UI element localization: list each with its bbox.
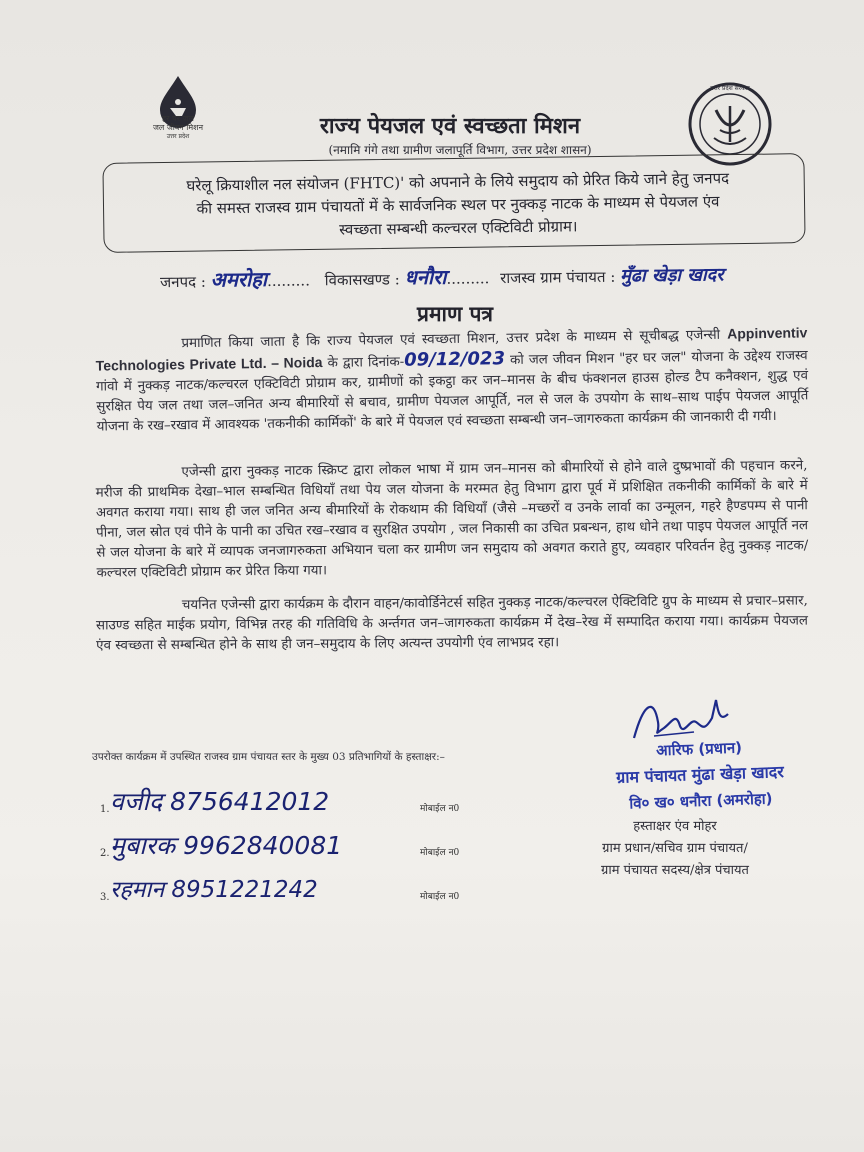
location-line: जनपद : अमरोहा......... विकासखण्ड : धनौरा......... राजस्व ग्राम पंचायत : मुँढा खेड़ा खादर (159, 264, 724, 292)
mobile-label: मोबाईल न0 (420, 804, 460, 814)
gram-panchayat-stamp (589, 732, 812, 818)
participant-number: 3. (100, 892, 110, 903)
panchayat-label: राजस्व ग्राम पंचायत : (500, 267, 616, 288)
program-date: 09/12/023 (404, 348, 506, 371)
mission-subtitle: (नमामि गंगे तथा ग्रामीण जलापूर्ति विभाग, उत्तर प्रदेश शासन) (328, 143, 592, 157)
program-title-line1: घरेलू क्रियाशील नल संयोजन (FHTC)' को अपनाने के लिये समुदाय को प्रेरित किये जाने हेतु जनपद (186, 169, 730, 195)
paragraph-1 (95, 322, 809, 437)
har-ghar-jal-logo (138, 72, 218, 146)
logo-left-line1: हर घर जल (162, 114, 194, 123)
paragraph-1-part-c: को जल जीवन मिशन "हर घर जल" योजना के उद्देश्य राजस्व गांवो में नुक्कड़ नाटक/कल्चरल एक्टिविटी प्रोग्राम कर, ग्रामीणों को इकट्ठा कर जन–मानस के बीच फंक्शनल हाउस होल्ड टैप कनैक्शन, शुद्ध एवं सुरक्षित पेय जल तथा जल–जनित अन्य बीमारियों से बचाव, ग्रामीण पेयजल आपूर्ति, नल से जल के उपयोग के साथ–साथ पाईप पेयजल आपूर्ति योजना के रख–रखाव में आवश्यक 'तकनीकी कार्मिकों' के बारे में पेयजल एवं स्वच्छता सम्बन्धी जन–जागरुकता कार्यक्रम की जानकारी दी गयी। (95, 348, 809, 435)
program-title-box (102, 153, 805, 253)
participant-entry: वजीद 8756412012 (110, 787, 330, 816)
stamp-line3: वि० ख० धनौरा (अमरोहा) (629, 789, 773, 813)
participant-row (100, 828, 480, 868)
participant-entry: रहमान 8951221242 (110, 877, 318, 903)
signature-block-line2: ग्राम प्रधान/सचिव ग्राम पंचायत/ (602, 841, 748, 856)
participant-row (100, 872, 480, 912)
janpad-value: अमरोहा (210, 266, 268, 292)
participant-entry: मुबारक 9962840081 (110, 831, 343, 860)
mission-title: राज्य पेयजल एवं स्वच्छता मिशन (319, 113, 581, 139)
vikaskhand-label: विकासखण्ड : (324, 270, 400, 290)
signature-block-line1: हस्ताक्षर एंव मोहर (633, 819, 717, 834)
stamp-line2: ग्राम पंचायत मुंढा खेड़ा खादर (615, 762, 785, 787)
vikaskhand-value: धनौरा (404, 264, 447, 290)
signature-block-line3: ग्राम पंचायत सदस्य/क्षेत्र पंचायत (601, 863, 749, 878)
paragraph-3 (96, 592, 808, 657)
janpad-label: जनपद : (159, 272, 206, 292)
participant-number: 2. (100, 848, 110, 859)
paragraph-1-part-a: प्रमाणित किया जाता है कि राज्य पेयजल एवं स्वच्छता मिशन, उत्तर प्रदेश के माध्यम से सूचीबद्ध एजेन्सी (181, 327, 721, 352)
paragraph-1-part-b: के द्वारा दिनांक- (327, 354, 405, 371)
logo-left-line2: जल जीवन मिशन (152, 123, 204, 132)
mobile-label: मोबाईल न0 (420, 848, 460, 858)
paragraph-2 (95, 456, 808, 583)
panchayat-value: मुँढा खेड़ा खादर (619, 264, 724, 287)
seal-text: उत्तर प्रदेश सरकार (710, 85, 750, 92)
paragraph-2-text: एजेन्सी द्वारा नुक्कड़ नाटक स्क्रिप्ट द्वारा लोकल भाषा में ग्राम जन–मानस को बीमारियों से होने वाले दुष्प्रभावों की पहचान करने, मरीज की प्राथमिक देखा–भाल सम्बन्धित विधियाँ तथा पेय जल योजना के मरम्मत हेतु विभाग द्वारा पूर्व में प्रशिक्षित तकनीकी कार्मिकों के बारे में अवगत कराया गया। साथ ही जल जनित अन्य बीमारियों के रोकथाम की विधियाँ (जैसे –मच्छरों व उनके लार्वा का उन्मूलन, गहरे हैण्डपम्प से पानी पीना, जल स्रोत एवं पीने के पानी का उचित रख–रखाव व सुरक्षित उपयोग , जल निकासी का उचित प्रबन्धन, हाथ धोने तथा पाइप पेयजल आपूर्ति नल से जल योजना के बारे में व्यापक जनजागरुकता अभियान चला कर ग्रामीण जन समुदाय को अवगत कराते हुए, व्यवहार परिवर्तन हेतु नुक्कड़ नाटक/कल्चरल एक्टिविटी प्रोग्राम कर प्रेरित किया गया। (95, 458, 809, 581)
logo-left-line3: उत्तर प्रदेश (166, 133, 190, 140)
participant-number: 1. (100, 804, 110, 815)
paragraph-3-text: चयनित एजेन्सी द्वारा कार्यक्रम के दौरान वाहन/कावोर्डिनेटर्स सहित नुक्कड़ नाटक/कल्चरल ऐक्टिविटि ग्रुप के माध्यम से प्रचार–प्रसार, साउण्ड सहित माईक प्रयोग, विभिन्न तरह की गतिविधि के अर्न्तगत जन–जागरुकता कार्यक्रम मेंं देख–रेख में सम्पादित कराया गया। कार्यक्रम पेयजल एंव स्वच्छता से सम्बन्धित होने के साथ ही जन–समुदाय के लिए अत्यन्त उपयोगी एंव लाभप्रद रहा। (95, 593, 809, 654)
stamp-line1: आरिफ (प्रधान) (655, 738, 743, 760)
program-title-line3: स्वच्छता सम्बन्धी कल्चरल एक्टिविटी प्रोग्राम। (339, 217, 578, 239)
mobile-label: मोबाईल न0 (420, 892, 460, 902)
signature-block (560, 816, 790, 882)
agency-name: Appinventiv Technologies Private Ltd. – Noida (95, 324, 808, 374)
certificate-title: प्रमाण पत्र (417, 301, 493, 326)
participant-row (100, 784, 480, 824)
participants-note: उपरोक्त कार्यक्रम में उपस्थित राजस्व ग्राम पंचायत स्तर के मुख्य 03 प्रतिभागियों के हस्ताक्षर:– (92, 751, 445, 763)
program-title-line2: की समस्त राजस्व ग्राम पंचायतों में के सार्वजनिक स्थल पर नुक्कड़ नाटक के माध्यम से पेयजल एंव (196, 192, 720, 218)
